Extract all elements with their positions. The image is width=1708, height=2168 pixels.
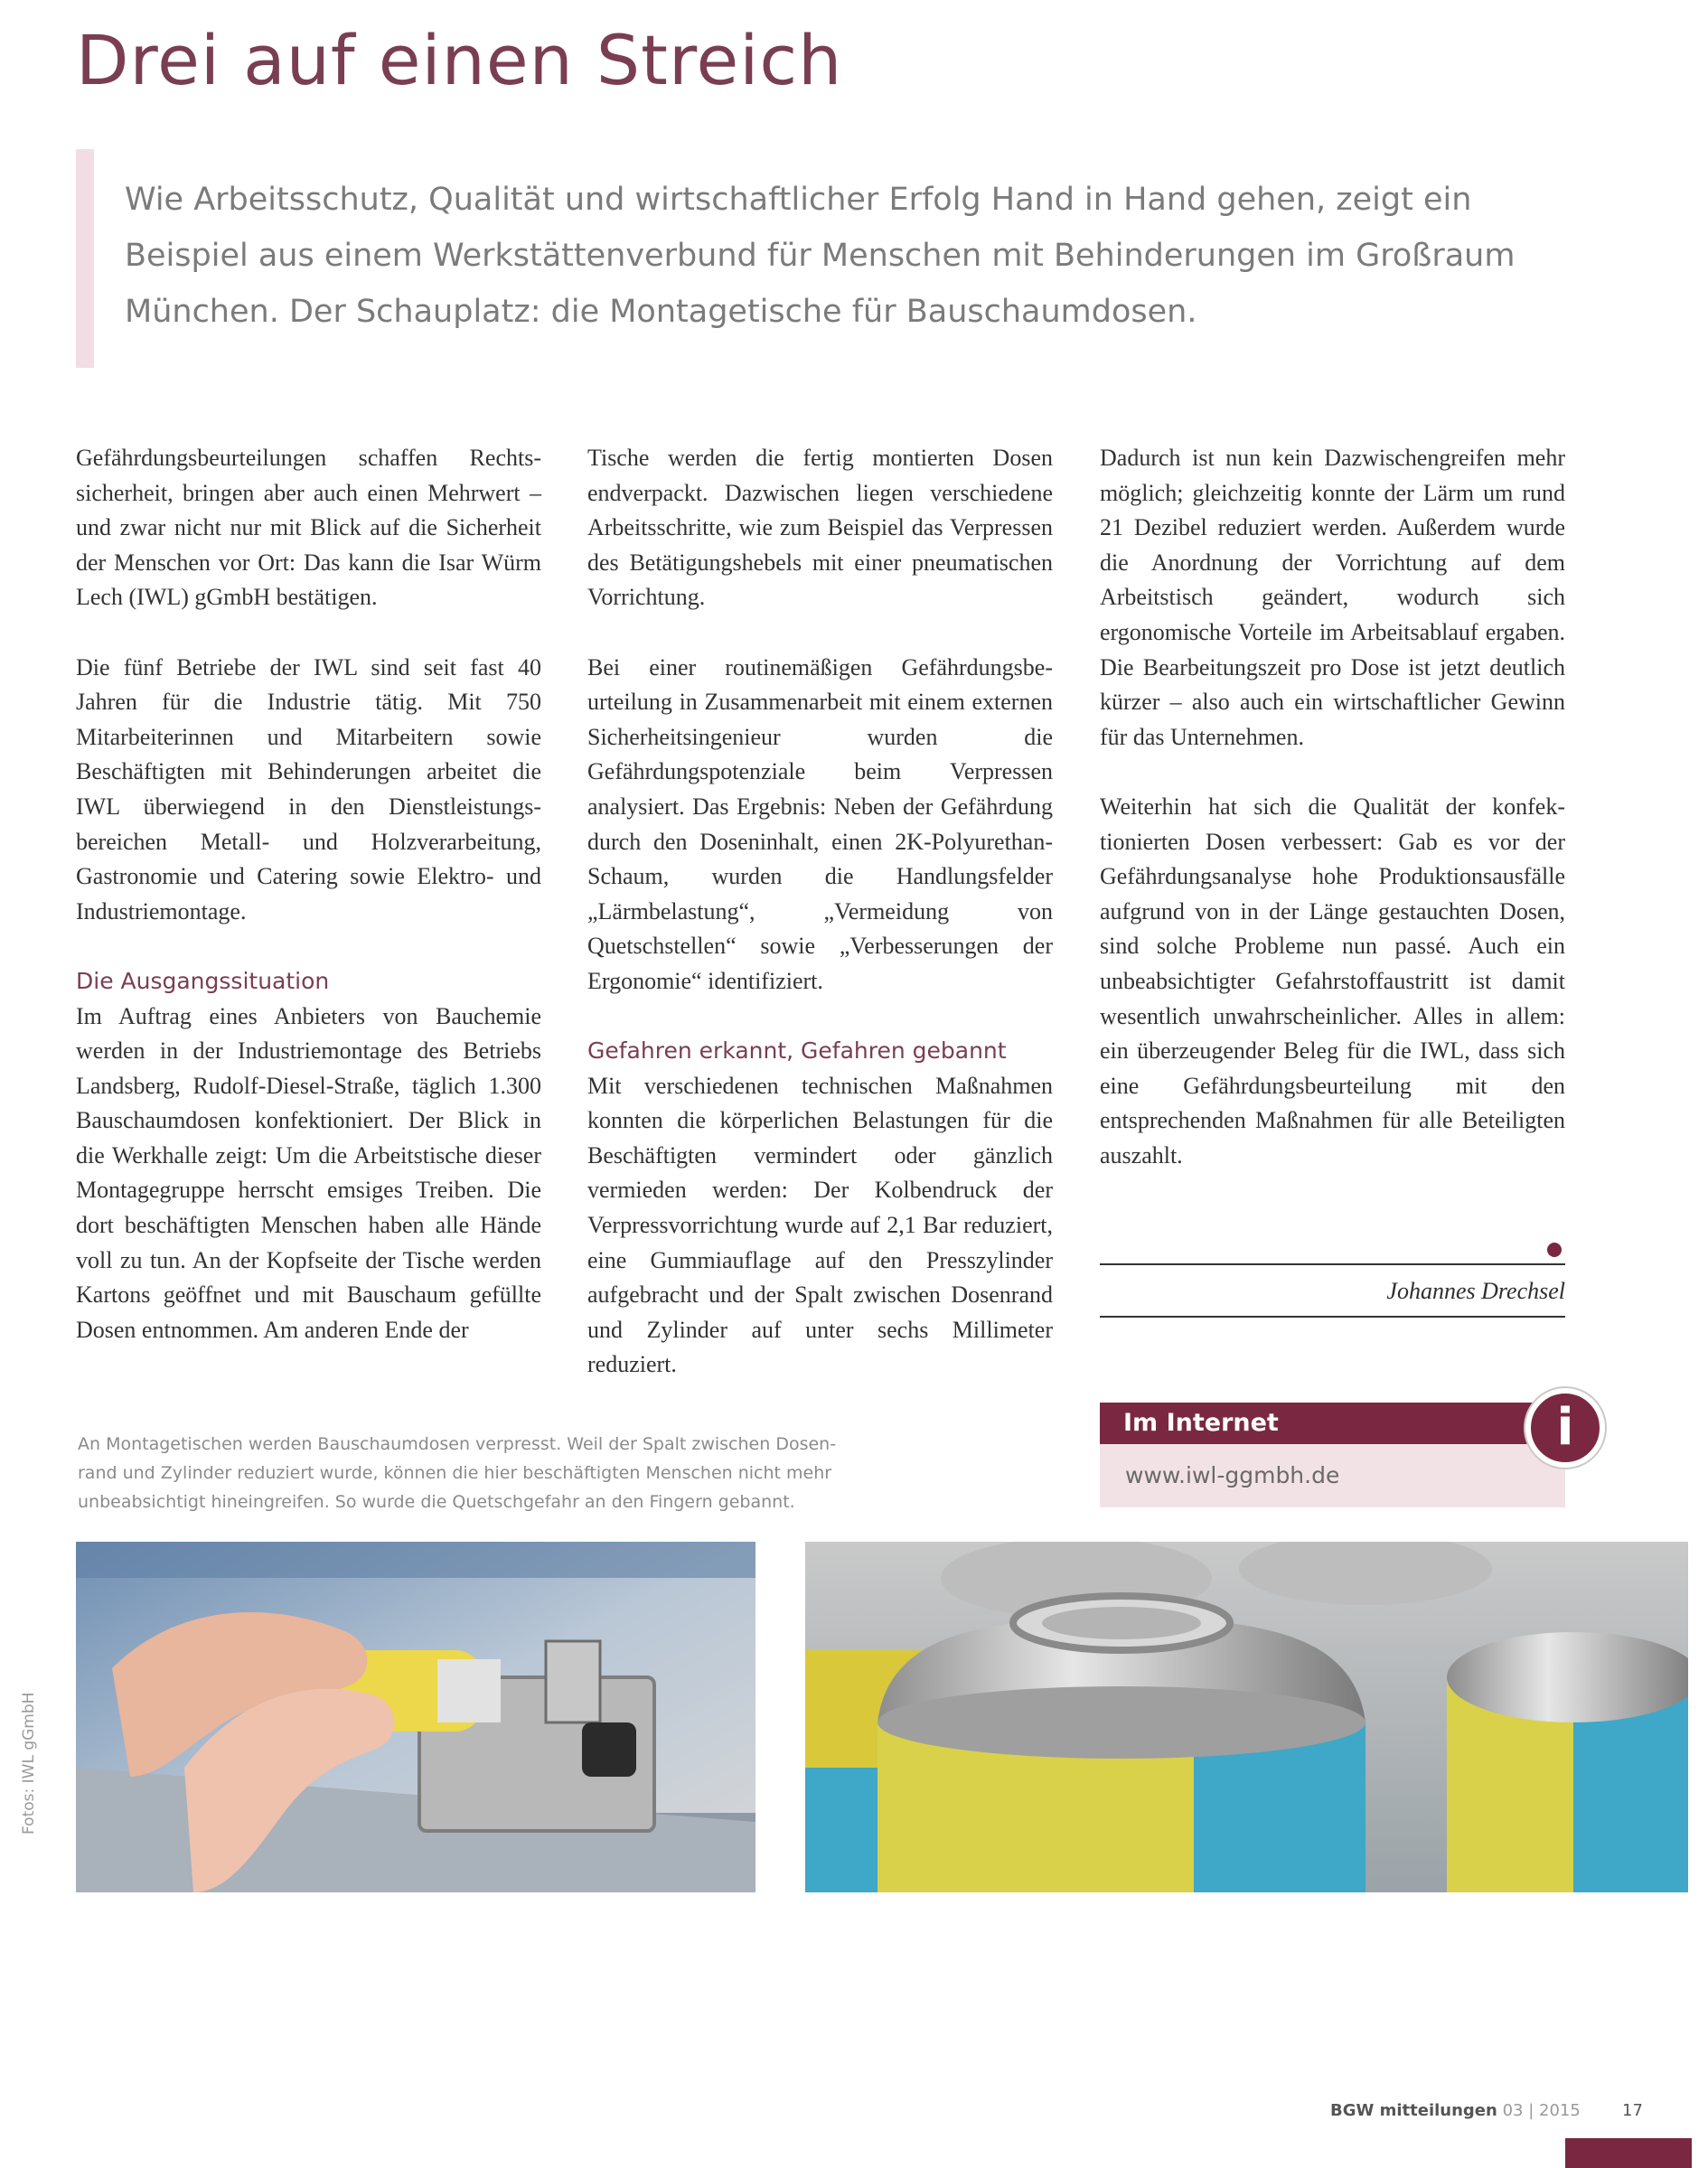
text-column-1	[76, 441, 541, 1383]
lead-accent-bar	[76, 149, 94, 368]
paragraph: Dadurch ist nun kein Dazwischengreifen mehr möglich; gleichzeitig konnte der Lärm um rund 21 Dezibel reduziert werden. Außerdem wurde die Anordnung der Vorrichtung auf dem Arbeitstisch geändert, wodurch sich ergonomische Vorteile im Arbeitsablauf ergaben. Die Bearbeitungszeit pro Dose ist jetzt deutlich kürzer – also auch ein wirtschaftlicher Gewinn für das Unternehmen.	[1100, 445, 1565, 750]
info-box-title: Im Internet	[1100, 1403, 1565, 1444]
text-column-2	[587, 441, 1053, 1418]
photo-caption: An Montagetischen werden Bauschaumdosen verpresst. Weil der Spalt zwischen Dosenrand und Zylinder reduziert wurde, können die hier beschäftigten Menschen nicht mehr unbeabsichtigt hineingreifen. So wurde die Quetschgefahr an den Fingern gebannt.	[78, 1434, 837, 1512]
paragraph: Im Auftrag eines Anbieters von Bauchemie werden in der Industriemontage des Betriebs Landsberg, Rudolf-Diesel-Straße, täglich 1.300 Bauschaumdosen konfektioniert. Der Blick in die Werkhalle zeigt: Um die Arbeitstische dieser Montagegruppe herrscht emsiges Treiben. Die dort beschäftigten Menschen haben alle Hände voll zu tun. An der Kopfseite der Tische werden Kartons geöffnet und mit Bauschaum gefüllte Dosen entnommen. Am anderen Ende der	[76, 1002, 541, 1343]
section-heading: Die Ausgangssituation	[76, 967, 330, 994]
article-title: Drei auf einen Streich	[76, 20, 843, 100]
end-mark-dot	[1547, 1243, 1562, 1257]
author-signature: Johannes Drechsel	[1386, 1278, 1565, 1304]
section-heading: Gefahren erkannt, Gefahren gebannt	[587, 1037, 1007, 1065]
footer-magazine-name: BGW mitteilungen	[1330, 2101, 1497, 2120]
footer-magazine	[1330, 2101, 1581, 2120]
paragraph: Tische werden die fertig montierten Dosen endverpackt. Dazwischen liegen verschiedene Arbeitsschritte, wie zum Beispiel das Verpressen des Betätigungshebels mit einer pneumatischen Vorrichtung.	[587, 445, 1053, 611]
footer-issue: 03 | 2015	[1502, 2101, 1581, 2120]
text-column-3	[1100, 441, 1565, 1208]
info-box	[1100, 1403, 1565, 1507]
paragraph: Die fünf Betriebe der IWL sind seit fast 40 Jahren für die Industrie tätig. Mit 750 Mitarbeiterinnen und Mitarbeitern sowie Beschäftigten mit Behinderungen arbeitet die IWL überwiegend in den Dienstleistungsbereichen Metall- und Holzverarbeitung, Gastronomie und Catering sowie Elektro- und Industriemontage.	[76, 653, 541, 924]
photo-foam-cans	[805, 1542, 1688, 1892]
paragraph: Bei einer routinemäßigen Gefährdungsbeurteilung in Zusammenarbeit mit einem externen Sicherheitsingenieur wurden die Gefährdungspotenziale beim Verpressen analysiert. Das Ergebnis: Neben der Gefährdung durch den Doseninhalt, einen 2K-Polyurethan-Schaum, wurden die Handlungsfelder „Lärmbelastung“, „Vermeidung von Quetschstellen“ sowie „Verbesserungen der Ergonomie“ identifiziert.	[587, 653, 1053, 994]
paragraph: Gefährdungsbeurteilungen schaffen Rechtssicherheit, bringen aber auch einen Mehrwert – und zwar nicht nur mit Blick auf die Sicherheit der Menschen vor Ort: Das kann die Isar Würm Lech (IWL) gGmbH bestätigen.	[76, 445, 541, 611]
divider	[1100, 1263, 1565, 1265]
photo-credit: Fotos: IWL gGmbH	[20, 1692, 38, 1835]
paragraph: Mit verschiedenen technischen Maßnahmen konnten die körperlichen Belastungen für die Beschäftigten vermindert oder gänzlich vermieden werden: Der Kolbendruck der Verpressvorrichtung wurde auf 2,1 Bar reduziert, eine Gummiauflage auf den Presszylinder aufgebracht und der Spalt zwischen Dosenrand und Zylinder auf unter sechs Millimeter reduziert.	[587, 1072, 1053, 1378]
divider	[1100, 1316, 1565, 1318]
article-lead: Wie Arbeitsschutz, Qualität und wirtschaftlicher Erfolg Hand in Hand gehen, zeigt ein Beispiel aus einem Werkstättenverbund für Menschen mit Behinderungen im Großraum München. Der Schauplatz: die Montagetische für Bauschaumdosen.	[125, 182, 1516, 330]
info-box-link[interactable]: www.iwl-ggmbh.de	[1100, 1444, 1565, 1507]
info-icon: i	[1525, 1388, 1605, 1468]
photo-hands-pressing-can	[76, 1542, 755, 1892]
footer-accent-bar	[1565, 2138, 1692, 2168]
page-number: 17	[1622, 2101, 1643, 2120]
paragraph: Weiterhin hat sich die Qualität der konfektionierten Dosen verbessert: Gab es vor der Gefährdungsanalyse hohe Produktionsausfälle aufgrund von in der Länge gestauchten Dosen, sind solche Probleme nun passé. Auch ein unbeabsichtigter Gefahrstoffaustritt ist damit wesentlich unwahrscheinlicher. Alles in allem: ein überzeugender Beleg für die IWL, dass sich eine Gefährdungsbeurteilung mit den entsprechenden Maßnahmen für alle Beteiligten auszahlt.	[1100, 793, 1565, 1168]
